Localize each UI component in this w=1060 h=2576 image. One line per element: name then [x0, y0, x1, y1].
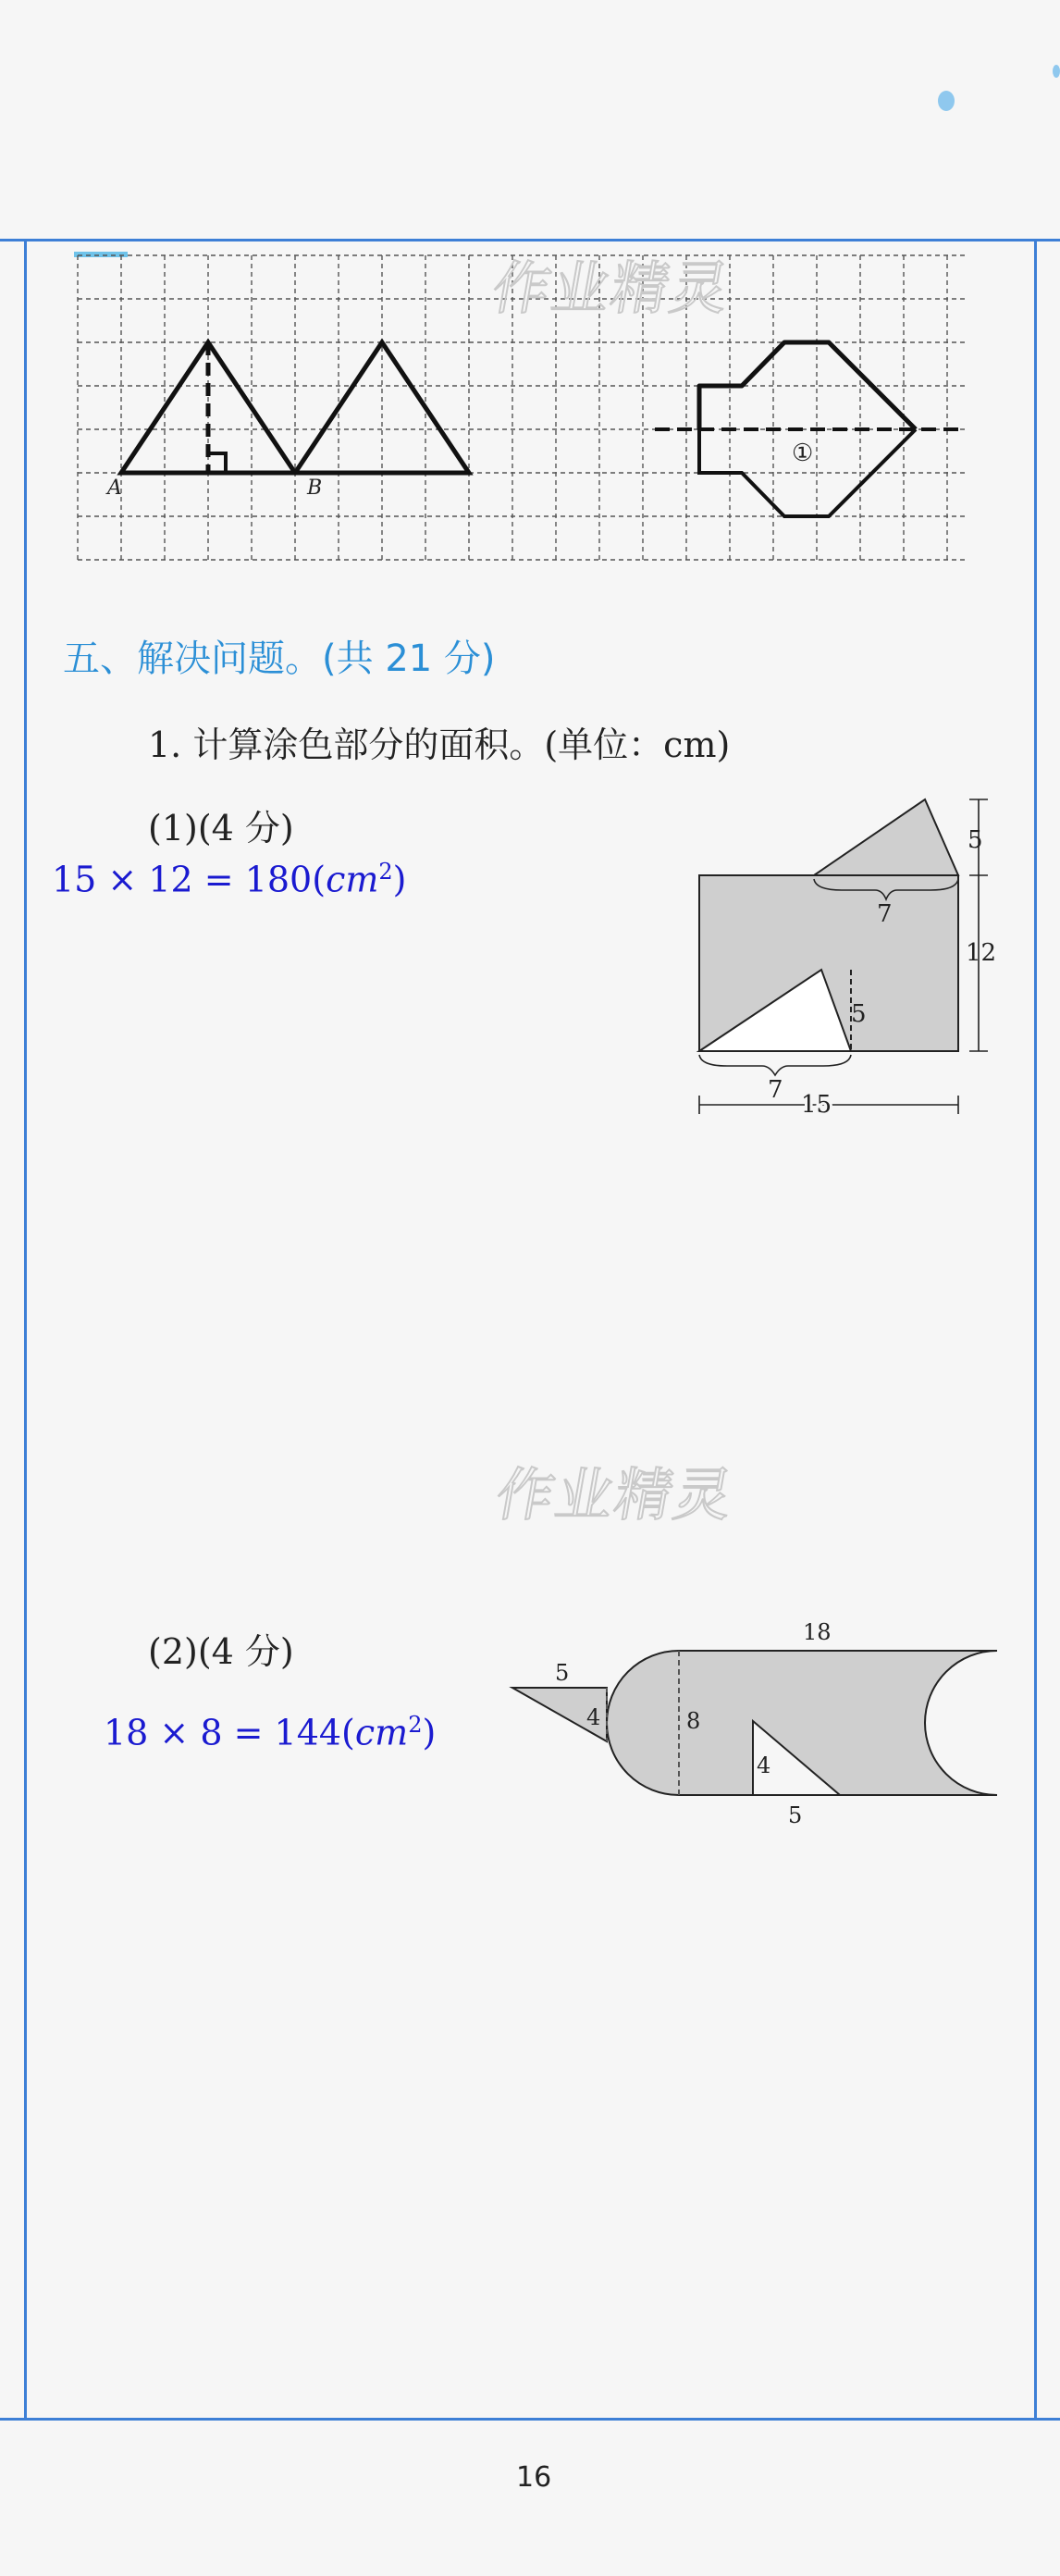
- label-inner: 5: [851, 1000, 867, 1028]
- sub-question-label: (2)(4 分): [148, 1631, 294, 1672]
- label-bottom-brace: 7: [768, 1076, 783, 1104]
- answer-unit: cm: [354, 1712, 409, 1753]
- label-bottom: 15: [801, 1091, 832, 1119]
- frame-right-line: [1034, 239, 1037, 2421]
- watermark: 作业精灵: [490, 1461, 740, 1529]
- shaded-top-triangle: [814, 799, 958, 875]
- circle-label: ①: [792, 440, 814, 467]
- label-triangle-top: 5: [555, 1660, 570, 1686]
- page-number: 16: [516, 2461, 552, 2494]
- label-mid-brace: 7: [877, 900, 893, 928]
- answer-close: ): [422, 1712, 437, 1753]
- frame-bottom-line: [0, 2418, 1060, 2421]
- label-triangle-height: 4: [586, 1704, 601, 1730]
- frame-left-line: [24, 239, 27, 2421]
- label-notch-height: 4: [757, 1752, 771, 1778]
- figure-2: [507, 1610, 1006, 1832]
- decor-dot: [938, 91, 955, 111]
- answer-unit: cm: [326, 859, 379, 900]
- watermark: 作业精灵: [487, 254, 736, 322]
- decor-dot: [1053, 65, 1060, 78]
- sub-question-label: (1)(4 分): [148, 808, 294, 848]
- shape-top-half: [699, 342, 916, 429]
- answer-exponent: 2: [408, 1712, 423, 1738]
- right-angle-mark: [208, 453, 226, 473]
- label-right: 12: [966, 939, 997, 967]
- problem-statement: 1. 计算涂色部分的面积。(单位：cm): [148, 724, 731, 765]
- label-top: 5: [968, 826, 983, 854]
- answer-expression: 15 × 12 = 180(: [52, 859, 327, 900]
- label-top: 18: [803, 1619, 832, 1645]
- answer-close: ): [392, 859, 407, 900]
- answer-1: [52, 859, 407, 900]
- label-b: B: [307, 477, 323, 500]
- answer-expression: 18 × 8 = 144(: [104, 1712, 355, 1753]
- label-height: 8: [686, 1708, 701, 1734]
- label-a: A: [107, 477, 122, 500]
- figure-1: [684, 786, 999, 1129]
- label-notch-width: 5: [788, 1802, 803, 1828]
- frame-top-line: [0, 239, 1060, 242]
- answer-2: [104, 1712, 436, 1753]
- brace-bottom: [699, 1055, 851, 1075]
- answer-exponent: 2: [378, 859, 393, 885]
- section-heading: 五、解决问题。(共 21 分): [63, 638, 496, 680]
